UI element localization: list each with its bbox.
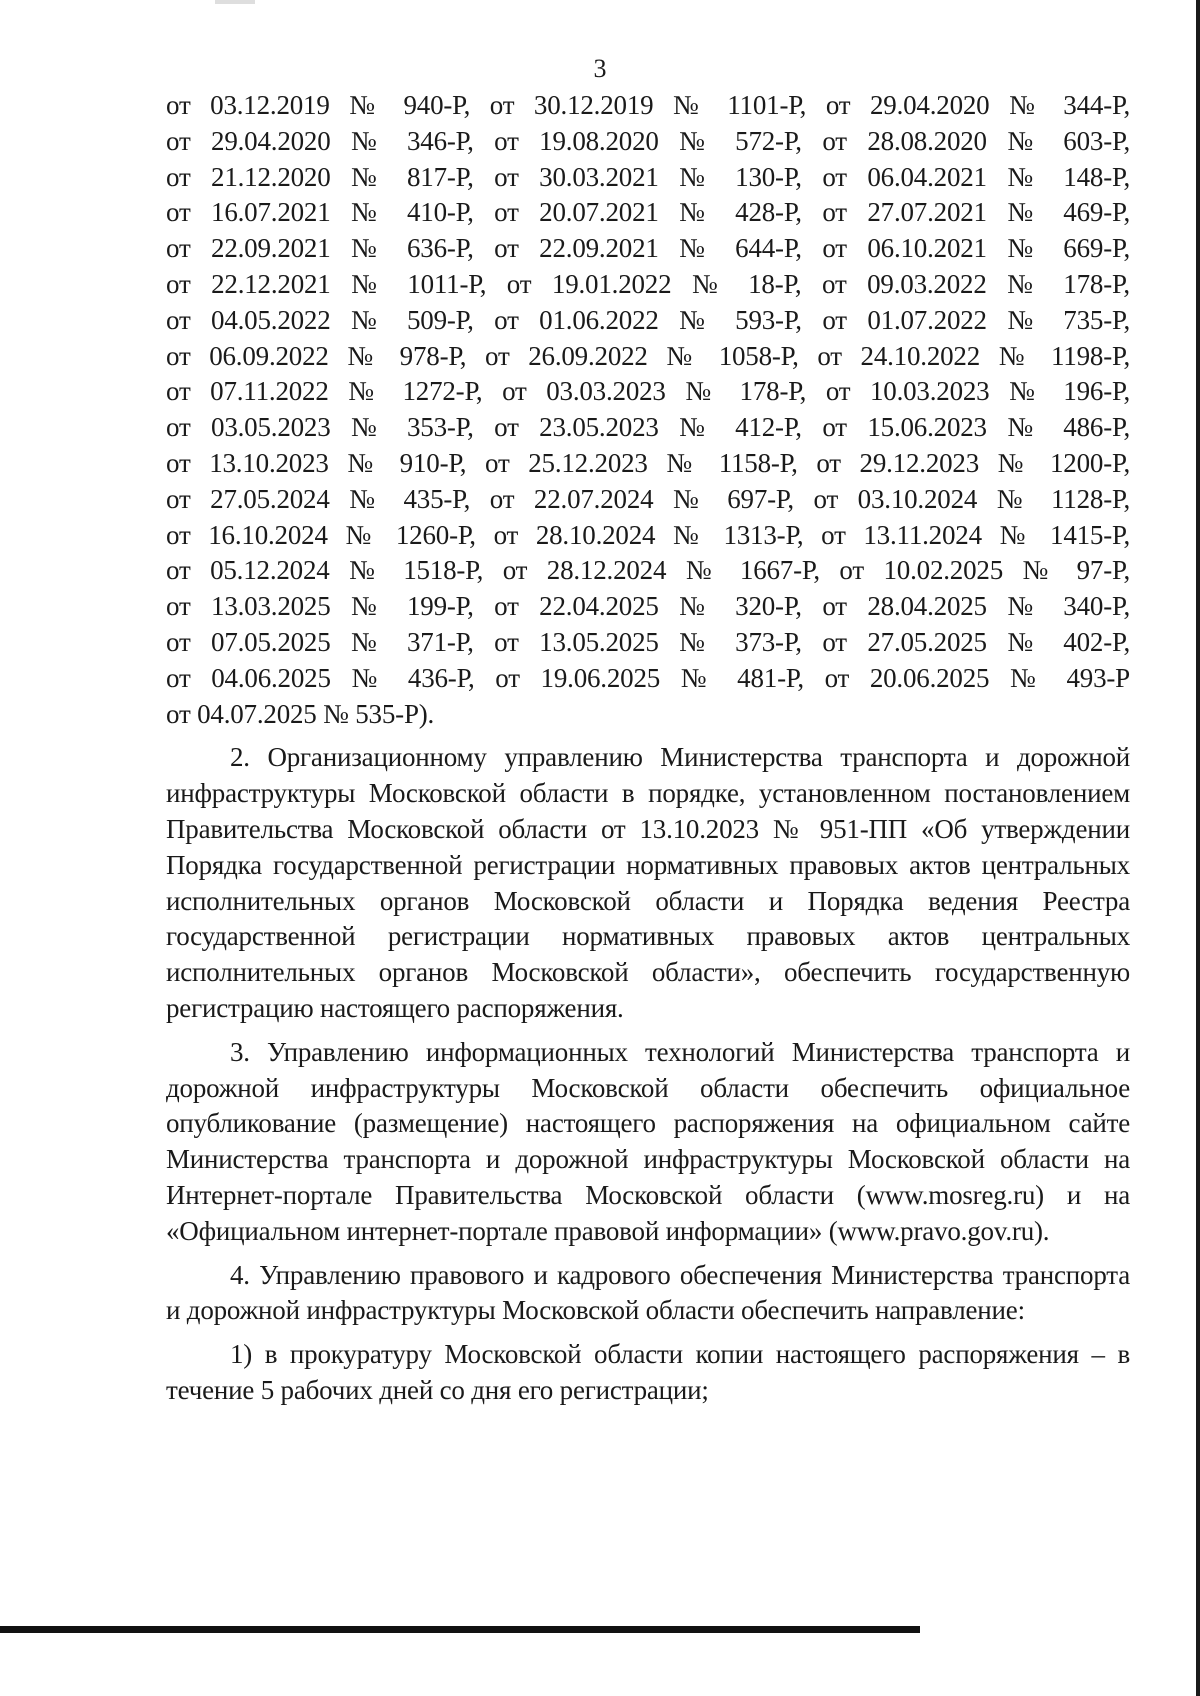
- amendment-references: [166, 88, 1130, 732]
- reference-line: от 07.11.2022 № 1272-Р, от 03.03.2023 № 178-Р, от 10.03.2023 № 196-Р,: [166, 376, 1130, 407]
- reference-line: от 03.12.2019 № 940-Р, от 30.12.2019 № 1101-Р, от 29.04.2020 № 344-Р,: [166, 90, 1130, 120]
- reference-line: от 05.12.2024 № 1518-Р, от 28.12.2024 № 1667-Р, от 10.02.2025 № 97-Р,: [166, 555, 1130, 586]
- reference-line: от 07.05.2025 № 371-Р, от 13.05.2025 № 373-Р, от 27.05.2025 № 402-Р,: [166, 626, 1130, 657]
- reference-line: от 22.12.2021 № 1011-Р, от 19.01.2022 № 18-Р, от 09.03.2022 № 178-Р,: [166, 268, 1130, 299]
- document-body: [166, 88, 1130, 1409]
- reference-line: от 13.03.2025 № 199-Р, от 22.04.2025 № 320-Р, от 28.04.2025 № 340-Р,: [166, 591, 1130, 622]
- paragraph-2-registration: 2. Организационному управлению Министерства транспорта и дорожной инфраструктуры Московской области в порядке, установленном постановлением Правительства Московской области от 13.10.2023 № 951-ПП «Об утверждении Порядка государственной регистрации нормативных правовых актов центральных исполнительных органов Московской области и Порядка ведения Реестра государственной регистрации нормативных правовых актов центральных исполнительных органов Московской области», обеспечить государственную регистрацию настоящего распоряжения.: [166, 742, 1130, 1023]
- paragraph-4-item-1: 1) в прокуратуру Московской области копии настоящего распоряжения – в течение 5 рабочих дней со дня его регистрации;: [166, 1339, 1130, 1405]
- reference-line: от 22.09.2021 № 636-Р, от 22.09.2021 № 644-Р, от 06.10.2021 № 669-Р,: [166, 233, 1130, 264]
- scan-artifact-top: [215, 0, 255, 4]
- page-number: 3: [593, 54, 607, 83]
- reference-line: от 16.10.2024 № 1260-Р, от 28.10.2024 № 1313-Р, от 13.11.2024 № 1415-Р,: [166, 519, 1130, 550]
- reference-line: от 13.10.2023 № 910-Р, от 25.12.2023 № 1158-Р, от 29.12.2023 № 1200-Р,: [166, 447, 1130, 478]
- reference-line: от 29.04.2020 № 346-Р, от 19.08.2020 № 572-Р, от 28.08.2020 № 603-Р,: [166, 125, 1130, 156]
- reference-line: от 21.12.2020 № 817-Р, от 30.03.2021 № 130-Р, от 06.04.2021 № 148-Р,: [166, 161, 1130, 192]
- scan-artifact-bottom: [0, 1626, 920, 1633]
- paragraph-4-dispatch: 4. Управлению правового и кадрового обеспечения Министерства транспорта и дорожной инфраструктуры Московской области обеспечить направление:: [166, 1259, 1130, 1326]
- reference-line: от 06.09.2022 № 978-Р, от 26.09.2022 № 1058-Р, от 24.10.2022 № 1198-Р,: [166, 340, 1130, 371]
- reference-line: от 04.05.2022 № 509-Р, от 01.06.2022 № 593-Р, от 01.07.2022 № 735-Р,: [166, 304, 1130, 335]
- scan-artifact-right: [1196, 0, 1200, 1696]
- reference-line: от 03.05.2023 № 353-Р, от 23.05.2023 № 412-Р, от 15.06.2023 № 486-Р,: [166, 412, 1130, 443]
- reference-line: от 27.05.2024 № 435-Р, от 22.07.2024 № 697-Р, от 03.10.2024 № 1128-Р,: [166, 483, 1130, 514]
- reference-line-last: от 04.07.2025 № 535-Р).: [166, 698, 435, 729]
- reference-line: от 04.06.2025 № 436-Р, от 19.06.2025 № 481-Р, от 20.06.2025 № 493-Р: [166, 662, 1130, 693]
- reference-line: от 16.07.2021 № 410-Р, от 20.07.2021 № 428-Р, от 27.07.2021 № 469-Р,: [166, 197, 1130, 228]
- paragraph-3-publication: 3. Управлению информационных технологий Министерства транспорта и дорожной инфраструктуры Московской области обеспечить официальное опубликование (размещение) настоящего распоряжения на официальном сайте Министерства транспорта и дорожной инфраструктуры Московской области на Интернет-портале Правительства Московской области (www.mosreg.ru) и на «Официальном интернет-портале правовой информации» (www.pravo.gov.ru).: [166, 1036, 1130, 1246]
